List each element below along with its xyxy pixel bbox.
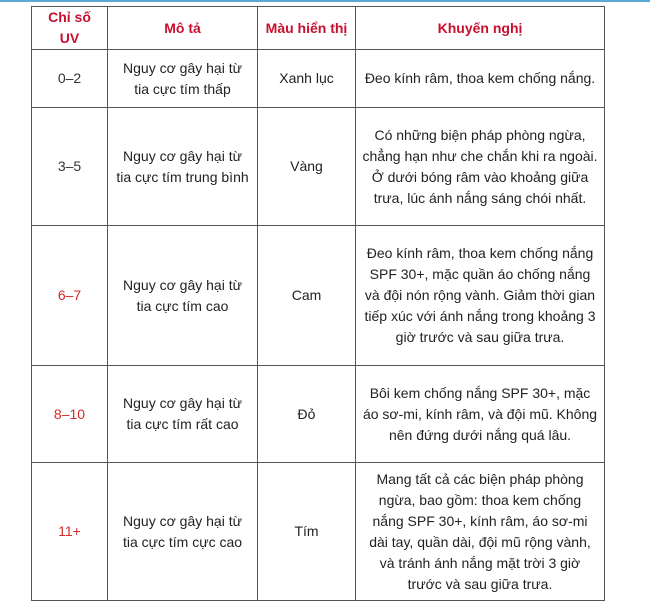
header-uv-index: Chỉ số UV	[32, 7, 108, 50]
uv-index-table	[31, 6, 605, 601]
uv-index-cell: 8–10	[32, 366, 108, 463]
description-cell: Nguy cơ gây hại từ tia cực tím cực cao	[108, 463, 258, 601]
description-cell: Nguy cơ gây hại từ tia cực tím trung bình	[108, 108, 258, 226]
color-cell: Tím	[258, 463, 356, 601]
uv-index-cell: 11+	[32, 463, 108, 601]
description-cell: Nguy cơ gây hại từ tia cực tím rất cao	[108, 366, 258, 463]
recommendation-cell: Mang tất cả các biện pháp phòng ngừa, bao gồm: thoa kem chống nắng SPF 30+, kính râm, áo sơ-mi dài tay, quần dài, đội mũ rộng vành, và tránh ánh nắng mặt trời 3 giờ trước và sau giữa trưa.	[356, 463, 605, 601]
description-cell: Nguy cơ gây hại từ tia cực tím thấp	[108, 50, 258, 108]
description-cell: Nguy cơ gây hại từ tia cực tím cao	[108, 226, 258, 366]
table-row	[32, 108, 605, 226]
uv-index-cell: 0–2	[32, 50, 108, 108]
table-row	[32, 463, 605, 601]
table-header-row	[32, 7, 605, 50]
color-cell: Xanh lục	[258, 50, 356, 108]
uv-index-cell: 3–5	[32, 108, 108, 226]
header-recommendation: Khuyến nghị	[356, 7, 605, 50]
header-display-color: Màu hiển thị	[258, 7, 356, 50]
table-row	[32, 366, 605, 463]
color-cell: Đỏ	[258, 366, 356, 463]
color-cell: Vàng	[258, 108, 356, 226]
table-row	[32, 50, 605, 108]
color-cell: Cam	[258, 226, 356, 366]
recommendation-cell: Có những biện pháp phòng ngừa, chẳng hạn như che chắn khi ra ngoài. Ở dưới bóng râm vào khoảng giữa trưa, lúc ánh nắng sáng chói nhất.	[356, 108, 605, 226]
recommendation-cell: Bôi kem chống nắng SPF 30+, mặc áo sơ-mi, kính râm, và đội mũ. Không nên đứng dưới nắng quá lâu.	[356, 366, 605, 463]
recommendation-cell: Đeo kính râm, thoa kem chống nắng SPF 30+, mặc quần áo chống nắng và đội nón rộng vành. Giảm thời gian tiếp xúc với ánh nắng trong khoảng 3 giờ trước và sau giữa trưa.	[356, 226, 605, 366]
recommendation-cell: Đeo kính râm, thoa kem chống nắng.	[356, 50, 605, 108]
top-rule	[0, 0, 650, 2]
header-description: Mô tả	[108, 7, 258, 50]
uv-index-cell: 6–7	[32, 226, 108, 366]
table-row	[32, 226, 605, 366]
